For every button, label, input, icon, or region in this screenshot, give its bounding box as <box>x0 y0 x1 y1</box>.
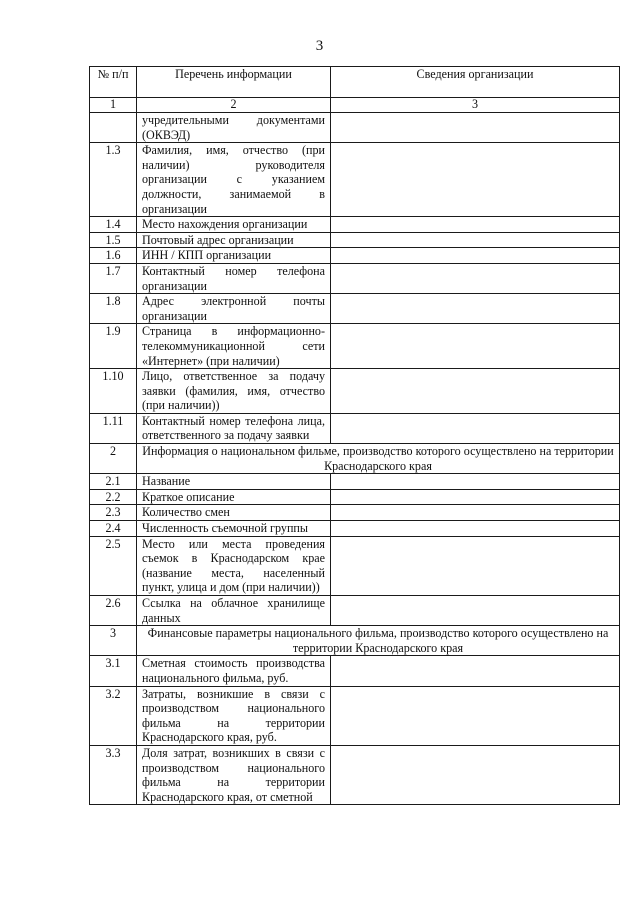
row-number: 1.7 <box>90 263 137 293</box>
row-number: 1.9 <box>90 324 137 369</box>
table-row <box>90 369 620 414</box>
header-list-cell: Перечень информации <box>137 67 331 98</box>
column-number-1: 1 <box>90 98 137 113</box>
row-label: Лицо, ответственное за подачу заявки (фамилия, имя, отчество (при наличии)) <box>137 369 331 414</box>
table-row <box>90 536 620 595</box>
row-label: ИНН / КПП организации <box>137 248 331 264</box>
row-value[interactable] <box>331 686 620 745</box>
row-value[interactable] <box>331 369 620 414</box>
section-row <box>90 626 620 656</box>
column-numbers-row <box>90 98 620 113</box>
table-row <box>90 143 620 217</box>
row-value[interactable] <box>331 113 620 143</box>
row-label: Затраты, возникшие в связи с производством национального фильма на территории Краснодарского края, руб. <box>137 686 331 745</box>
row-value[interactable] <box>331 474 620 490</box>
table-row <box>90 263 620 293</box>
table-header-row <box>90 67 620 98</box>
row-number: 1.10 <box>90 369 137 414</box>
row-label: Контактный номер телефона организации <box>137 263 331 293</box>
row-label: Почтовый адрес организации <box>137 232 331 248</box>
table-row <box>90 232 620 248</box>
table-row <box>90 521 620 537</box>
row-label: Численность съемочной группы <box>137 521 331 537</box>
row-value[interactable] <box>331 263 620 293</box>
row-number: 2.4 <box>90 521 137 537</box>
section-number: 2 <box>90 444 137 474</box>
row-value[interactable] <box>331 505 620 521</box>
table-row <box>90 656 620 686</box>
header-number-cell: № п/п <box>90 67 137 98</box>
table-row <box>90 745 620 804</box>
table-row <box>90 324 620 369</box>
header-info-cell: Сведения организации <box>331 67 620 98</box>
row-number: 3.2 <box>90 686 137 745</box>
section-number: 3 <box>90 626 137 656</box>
table-row <box>90 294 620 324</box>
row-number: 2.6 <box>90 596 137 626</box>
row-number: 2.1 <box>90 474 137 490</box>
row-value[interactable] <box>331 232 620 248</box>
row-label: Сметная стоимость производства национального фильма, руб. <box>137 656 331 686</box>
row-number: 1.4 <box>90 217 137 233</box>
row-value[interactable] <box>331 656 620 686</box>
row-label: Страница в информационно-телекоммуникационной сети «Интернет» (при наличии) <box>137 324 331 369</box>
table-row <box>90 505 620 521</box>
column-number-3: 3 <box>331 98 620 113</box>
table-row <box>90 686 620 745</box>
table-row <box>90 113 620 143</box>
row-value[interactable] <box>331 745 620 804</box>
table-row <box>90 413 620 443</box>
row-label: Адрес электронной почты организации <box>137 294 331 324</box>
row-value[interactable] <box>331 248 620 264</box>
row-value[interactable] <box>331 217 620 233</box>
row-label: Место или места проведения съемок в Краснодарском крае (название места, населенный пункт, улица и дом (при наличии)) <box>137 536 331 595</box>
row-label: Название <box>137 474 331 490</box>
row-number: 1.8 <box>90 294 137 324</box>
table-row <box>90 596 620 626</box>
row-value[interactable] <box>331 596 620 626</box>
row-value[interactable] <box>331 143 620 217</box>
table-row <box>90 217 620 233</box>
section-row <box>90 444 620 474</box>
row-number: 2.2 <box>90 489 137 505</box>
row-label: Ссылка на облачное хранилище данных <box>137 596 331 626</box>
row-number: 3.1 <box>90 656 137 686</box>
row-number: 3.3 <box>90 745 137 804</box>
page-number: 3 <box>315 38 324 54</box>
row-label: Количество смен <box>137 505 331 521</box>
row-label: Контактный номер телефона лица, ответственного за подачу заявки <box>137 413 331 443</box>
row-number <box>90 113 137 143</box>
row-label: Место нахождения организации <box>137 217 331 233</box>
row-label: Фамилия, имя, отчество (при наличии) руководителя организации с указанием должности, занимаемой в организации <box>137 143 331 217</box>
row-value[interactable] <box>331 413 620 443</box>
row-number: 1.11 <box>90 413 137 443</box>
table-row <box>90 474 620 490</box>
row-label: учредительными документами (ОКВЭД) <box>137 113 331 143</box>
section-title: Информация о национальном фильме, производство которого осуществлено на территории Краснодарского края <box>137 444 620 474</box>
row-label: Доля затрат, возникших в связи с производством национального фильма на территории Краснодарского края, от сметной <box>137 745 331 804</box>
column-number-2: 2 <box>137 98 331 113</box>
row-number: 2.3 <box>90 505 137 521</box>
application-form-table <box>89 66 620 805</box>
row-number: 2.5 <box>90 536 137 595</box>
table-row <box>90 489 620 505</box>
row-number: 1.5 <box>90 232 137 248</box>
row-number: 1.3 <box>90 143 137 217</box>
row-value[interactable] <box>331 324 620 369</box>
row-label: Краткое описание <box>137 489 331 505</box>
row-value[interactable] <box>331 294 620 324</box>
row-value[interactable] <box>331 536 620 595</box>
row-value[interactable] <box>331 521 620 537</box>
row-value[interactable] <box>331 489 620 505</box>
section-title: Финансовые параметры национального фильма, производство которого осуществлено на территории Краснодарского края <box>137 626 620 656</box>
table-row <box>90 248 620 264</box>
row-number: 1.6 <box>90 248 137 264</box>
